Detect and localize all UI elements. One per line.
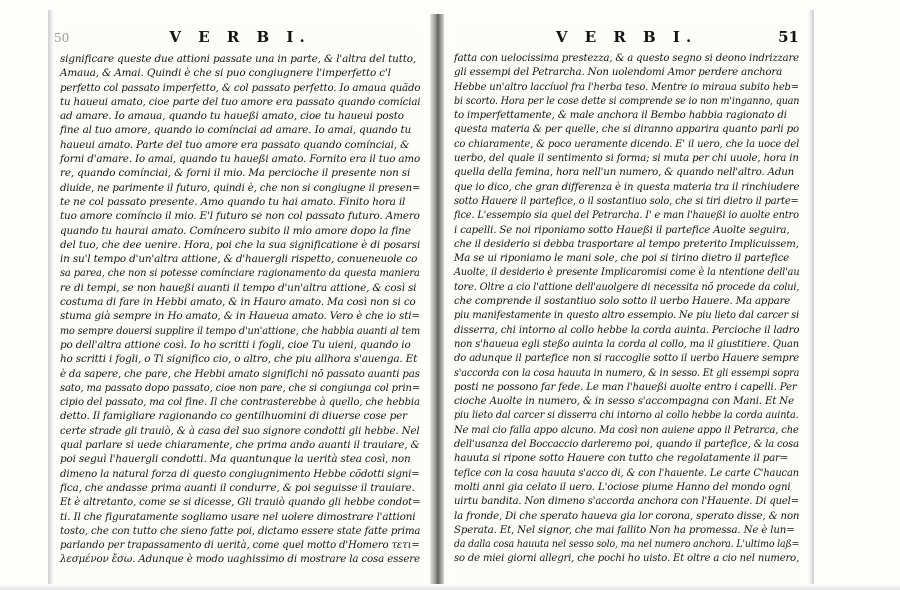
text-line: sato, ma passato dopo passato, cioe non pare, che si congiunga col prin= (60, 381, 421, 394)
left-page-text (60, 52, 420, 567)
text-line: hauuta si ripone sotto Hauere con tutto che regolatamente il par= (454, 453, 789, 465)
text-line: in su'l tempo d'un'altra attione, & d'hauergli rispetto, conueneuole co (60, 253, 418, 266)
text-line: sa parea, che non si potesse comínciare ragionamento da questa maniera (60, 267, 420, 280)
text-line: cioche Auolte in numero, & in sesso s'accompagna con Mani. Et Ne (454, 396, 794, 408)
text-line: Ne mai cio falla appo alcuno. Ma così non auiene appo il Petrarca, che (454, 424, 799, 436)
text-line: piu manifestamente in questo altro essempio. Ne piu lieto dal carcer si (454, 310, 800, 322)
text-line: significare queste due attioni passate una in parte, & l'altra del tutto, (60, 53, 417, 65)
text-line: detto. Il famigliare ragionando co gentilhuomini di diuerse cose per (60, 410, 407, 423)
text-line: piu lieto dal carcer si disserra chi intorno al collo hebbe la corda auinta. (454, 410, 799, 422)
text-line: s'accorda con la cosa hauuta in numero, & in sesso. Et gli essempi sopra (454, 367, 800, 379)
text-line: tore. Oltre a cio l'attione dell'auolgere di necessita nõ procede da colui, (454, 281, 800, 293)
text-line: certe strade gli trauiò, & à casa del suo signore condotti gli hebbe. Nel (60, 424, 420, 437)
right-page-text (454, 52, 799, 567)
text-line: uirtu bandita. Non dimeno s'accorda anchora con l'Hauente. Di quel= (454, 496, 799, 508)
left-page-header (54, 28, 420, 50)
right-page-number: 51 (778, 28, 799, 46)
text-line: Ma se ui riponiamo le mani sole, che poi si tirino dietro il partefice (454, 253, 790, 265)
text-line: re, quando comínciai, & forni il mio. Ma percioche il presente non si (60, 167, 411, 180)
left-running-head: V E R B I. (169, 28, 311, 46)
text-line: Auolte, il desiderio è presente Implicaromisi come è la ntentione dell'au (454, 267, 800, 279)
left-page-number: 50 (54, 31, 70, 45)
text-line: ad amare. Io amaua, quando tu haueßi amato, cioe tu haueui posto (60, 110, 404, 123)
right-running-head: V E R B I. (555, 28, 698, 46)
text-line: Et è altretanto, come se si dicesse, Gli trauiò quando gli hebbe condot= (60, 496, 421, 509)
text-line: ti. Il che figuratamente sogliamo usare nel uolere dimostrare l'attioni (60, 510, 416, 523)
text-line: questa materia & per quelle, che si diranno apparira quanto parli po (454, 124, 799, 136)
text-line: che comprende il sostantiuo solo sotto il uerbo Hauere. Ma appare (454, 296, 791, 308)
text-line: do adunque il partefice non si raccoglie sotto il uerbo Hauere sempre (454, 353, 800, 365)
text-line: dell'usanza del Boccaccio darleremo poi, quando il partefice, & la cosa (454, 439, 799, 451)
text-line: to imperfettamente, & male anchora il Bembo habbia ragionato di (454, 110, 787, 122)
left-page (54, 28, 421, 583)
text-line: è da sapere, che pare, che Hebbi amato significhi nõ passato auanti pas (60, 367, 420, 380)
text-line: tu haueui amato, cioe parte del tuo amore era passato quando comíciai (60, 95, 421, 108)
text-line: tuo amore comíncio il mio. E'l futuro se non col passato futuro. Amero (60, 210, 420, 223)
text-line: fica, che andasse prima auanti il condurre, & poi seguisse il trauiare. (60, 481, 415, 494)
text-line: cipio del passato, ma col fine. Il che contrasterebbe à quello, che hebbia (60, 396, 420, 409)
text-line: forni d'amare. Io amai, quando tu haueßi amato. Fornito era il tuo amo (60, 153, 421, 166)
text-line: bi scorto. Hora per le cose dette si comprende se io non m'inganno, quan (454, 95, 800, 107)
text-line: diuide, ne parimente il futuro, quindi è, che non si congiugne il presen= (60, 181, 421, 194)
right-page-header (454, 28, 799, 50)
text-line: haueui amato. Parte del tuo amore era passato quando comínciai, & (60, 138, 410, 151)
text-line: i capelli. Se noi riponiamo sotto Haueßi il partefice Auolte seguira, (454, 224, 790, 236)
text-line: quella della femina, hora nell'un numero, & quando nell'altro. Adun (454, 167, 795, 179)
text-line: parlando per trapassamento di uerità, come quel motto d'Homero τετι= (60, 539, 420, 552)
text-line: co chiaramente, & poco ueramente dicendo. E' il uero, che la uoce del (454, 138, 800, 150)
text-line: tosto, che con tutto che sieno fatte poi, dictamo essere state fatte prima (60, 524, 421, 537)
text-line: poi seguì l'hauergli condotti. Ma quantunque la uerità stea così, non (60, 453, 411, 466)
text-line: Sperata. Et, Nel signor, che mai fallito Non ha promessa. Ne è lun= (454, 524, 795, 536)
text-line: stuma già sempre in Ho amato, & in Haueua amato. Vero è che io sti= (60, 310, 420, 323)
text-line: que io dico, che gran differenza è in questa materia tra il rinchiudere (454, 181, 800, 193)
text-line: λεσμένον ἔσω. Adunque è modo uaghissimo di mostrare la cosa essere (60, 553, 420, 566)
left-page-edge (48, 10, 54, 585)
right-page-edge (808, 10, 814, 585)
text-line: disserra, chi intorno al collo hebbe la corda auinta. Percioche il ladro (454, 324, 800, 336)
text-line: fatta con uelocissima prestezza, & a questo segno si deono indrizzare (454, 53, 799, 64)
text-line: costuma di fare in Hebbi amato, & in Hauro amato. Ma così non si co (60, 296, 416, 309)
text-line: uerbo, del quale il sentimento si forma; si muta per chi uuole, hora in (454, 153, 799, 165)
text-line: molti anni gia celato il uero. L'ociose piume Hanno del mondo ogni (454, 481, 791, 493)
bottom-shadow (0, 584, 900, 590)
text-line: ho scritti i fogli, o Ti significo cio, o altro, che piu allhora s'auenga. Et (60, 353, 418, 366)
text-line: del tuo, che dee uenire. Hora, poi che la sua significatione è di posarsi (60, 238, 421, 251)
text-line: Amaua, & Amai. Quindi è che si puo congiugnere l'imperfetto c'l (60, 67, 391, 80)
text-line: Hebbe un'altro laccíuol fra l'herba teso. Mentre io miraua subito heb= (454, 81, 799, 93)
text-line: te ne col passato presente. Amo quando tu hai amato. Finito hora il (60, 195, 406, 208)
text-line: la fronde, Di che sperato haueva gia lor corona, sperato disse, & non (454, 510, 800, 522)
right-page (454, 28, 799, 583)
text-line: fine al tuo amore, quando io comínciai ad amare. Io amai, quando tu (60, 124, 412, 137)
text-line: fice. L'essempio sia quel del Petrarcha. I' e man l'haueßi io auolte entro (454, 210, 799, 222)
text-line: perfetto col passato imperfetto, & col passato perfetto. Io amaua quãdo (60, 81, 421, 94)
text-line: po dell'altra attione così. Io ho scritti i fogli, cioe Tu uieni, quando io (60, 338, 411, 351)
text-line: dimeno la natural forza di questo congiugnimento Hebbe cõdotti signi= (60, 467, 420, 480)
text-line: sotto Hauere il partefice, o il sostantiuo solo, che si tiri dietro il parte= (454, 195, 799, 207)
text-line: che il desiderio si debba trasportare al tempo preterito Implicuissem, (454, 238, 799, 250)
text-line: tefice con la cosa hauuta s'acco di, & con l'hauente. Le carte C'haucan (454, 467, 799, 479)
text-line: quando tu haurai amato. Comíncero subito il mio amore dopo la fine (60, 224, 411, 237)
text-line: posti ne possono far fede. Le man l'haueßi auolte entro i capelli. Per (454, 381, 797, 393)
text-line: non s'haueua egli steßo auinta la corda al collo, ma il giustitiere. Quan (454, 338, 799, 350)
text-line: so de miei giorni allegri, che pochi ho uisto. Et oltre a cio nel numero, (454, 553, 800, 565)
text-line: mo sempre douersi supplire il tempo d'un'attione, che habbia auanti al tem (60, 324, 420, 337)
book-gutter (430, 14, 444, 584)
text-line: re di tempi, se non haueßi auanti il tempo d'un'altra attione, & così si (60, 281, 417, 294)
text-line: gli essempi del Petrarcha. Non uolendomi Amor perdere anchora (454, 67, 783, 79)
text-line: da dalla cosa hauuta nel sesso solo, ma nel numero anchora. L'ultimo laß= (454, 539, 800, 551)
text-line: qual parlare si uede chiaramente, che prima ando auanti il trauiare, & (60, 439, 420, 452)
